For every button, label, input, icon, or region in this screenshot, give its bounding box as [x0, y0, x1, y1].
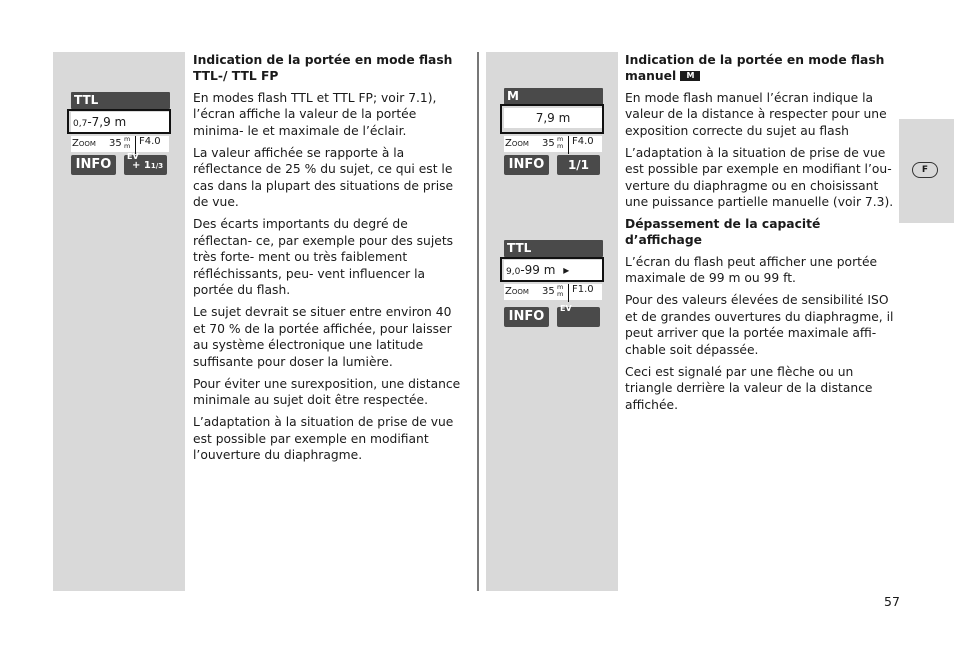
separator [568, 284, 569, 302]
zoom-mm: 35 [542, 138, 555, 149]
zoom-label: Zoom [505, 286, 529, 297]
ev-button: EV + 11/3 [124, 155, 167, 175]
power-button: 1/1 [557, 155, 600, 175]
paragraph: Le sujet devrait se situer entre environ 40 et 70 % de la portée affichée, pour laisser au système électronique une latitude suffisante pour doser la lumière. [193, 305, 452, 369]
paragraph: La valeur affichée se rapporte à la réflectance de 25 % du sujet, ce qui est le cas dans la plupart des situations de prise de vue. [193, 145, 454, 209]
lcd-zoom-row [504, 136, 602, 152]
info-button: INFO [504, 155, 549, 175]
paragraph: En modes flash TTL et TTL FP; voir 7.1), l’écran affiche la valeur de la portée minima- le et maximale de l’éclair. [193, 90, 437, 138]
ev-button: EV [557, 307, 600, 327]
zoom-mm: 35 [109, 138, 122, 149]
section-heading: Dépassement de la capacité d’affichage [625, 217, 821, 247]
paragraph: Pour éviter une surexposition, une distance minimale au sujet doit être respectée. [193, 376, 461, 407]
overflow-arrow-icon: ▸ [563, 263, 570, 277]
zoom-label: Zoom [505, 138, 529, 149]
zoom-unit: m m [557, 135, 564, 150]
lcd-range: 0,7-7,9 m [71, 112, 169, 132]
paragraph: En mode flash manuel l’écran indique la valeur de la distance à respecter pour une exposition correcte du sujet au flash [625, 90, 887, 138]
aperture: F1.0 [572, 284, 594, 295]
highlight-frame [500, 257, 604, 282]
paragraph: Pour des valeurs élevées de sensibilité ISO et de grandes ouvertures du diaphragme, il peut arriver que la portée maximale affi- chable soit dépassée. [625, 293, 894, 357]
info-button: INFO [71, 155, 116, 175]
column-divider [477, 52, 479, 591]
section-heading: Indication de la portée en mode flash manuel M [625, 53, 885, 83]
paragraph: L’adaptation à la situation de prise de vue est possible par exemple en modifiant l’ou- verture du diaphragme ou en choisissant une puissance partielle manuelle (voir 7.3). [625, 145, 894, 209]
separator [568, 136, 569, 154]
lcd-mode-label: TTL [71, 92, 170, 109]
lcd-range: 9,0-99 m ▸ [504, 260, 602, 280]
highlight-frame [500, 104, 604, 134]
lcd-distance: 7,9 m [504, 108, 602, 128]
lcd-zoom-row [504, 284, 602, 300]
lcd-mode-label: TTL [504, 240, 603, 257]
lcd-zoom-row [71, 136, 169, 152]
aperture: F4.0 [572, 136, 594, 147]
section-heading: Indication de la portée en mode flash TTL-/ TTL FP [193, 53, 453, 83]
highlight-frame [67, 109, 171, 134]
paragraph: Ceci est signalé par une flèche ou un triangle derrière la valeur de la distance affichée. [625, 364, 873, 412]
paragraph: L’adaptation à la situation de prise de vue est possible par exemple en modifiant l’ouverture du diaphragme. [193, 415, 454, 462]
info-button: INFO [504, 307, 549, 327]
paragraph: L’écran du flash peut afficher une portée maximale de 99 m ou 99 ft. [625, 254, 878, 285]
aperture: F4.0 [139, 136, 161, 147]
right-text-column [625, 52, 899, 419]
zoom-unit: m m [124, 135, 131, 150]
zoom-unit: m m [557, 283, 564, 298]
language-badge: F [912, 162, 938, 178]
zoom-mm: 35 [542, 286, 555, 297]
paragraph: Des écarts importants du degré de réflectan- ce, par exemple pour des sujets très forte- ment ou très faiblement réfléchissants, peu- vent influencer la portée du flash. [193, 217, 454, 297]
manual-mode-badge: M [680, 71, 700, 81]
lcd-mode-label: M [504, 88, 603, 105]
left-text-column [193, 52, 467, 469]
page-number: 57 [884, 594, 900, 609]
zoom-label: Zoom [72, 138, 96, 149]
